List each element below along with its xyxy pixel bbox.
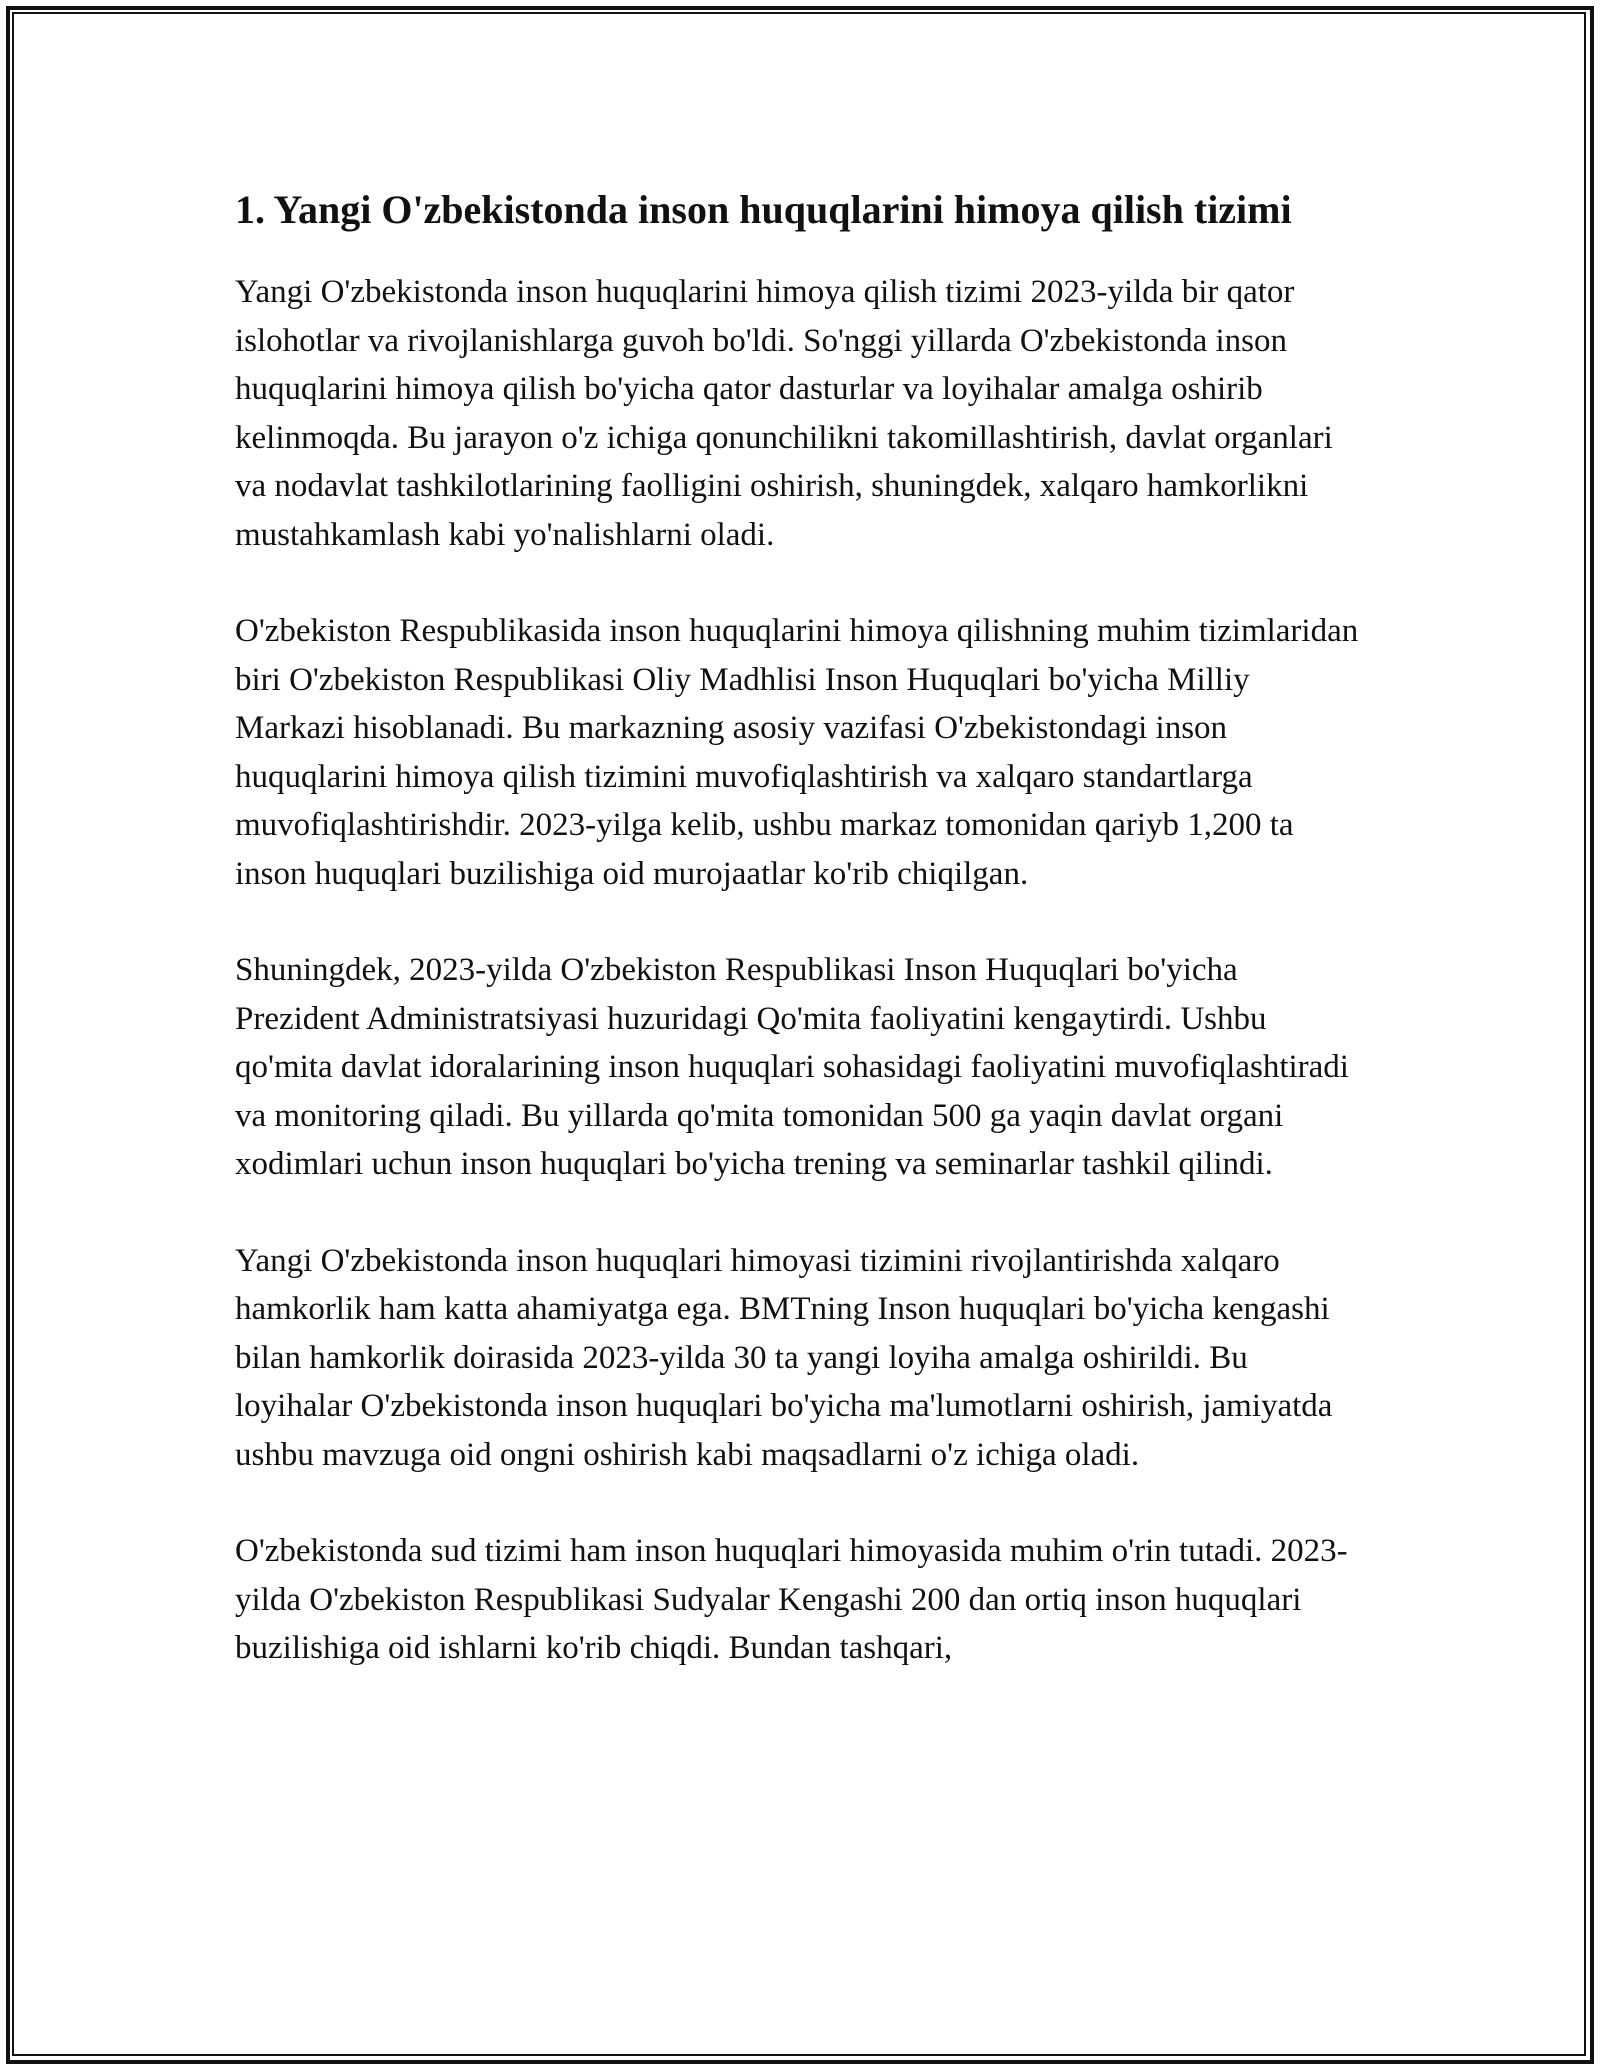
section-heading: 1. Yangi O'zbekistonda inson huquqlarini himoya qilish tizimi [235, 187, 1292, 232]
paragraph-1: Yangi O'zbekistonda inson huquqlarini himoya qilish tizimi 2023-yilda bir qator islohotlar va rivojlanishlarga guvoh bo'ldi. So'nggi yillarda O'zbekistonda inson huquqlarini himoya qilish bo'yicha qator dasturlar va loyihalar amalga oshirib kelinmoqda. Bu jarayon o'z ichiga qonunchilikni takomillashtirish, davlat organlari va nodavlat tashkilotlarining faolligini oshirish, shuningdek, xalqaro hamkorlikni mustahkamlash kabi yo'nalishlarni oladi. [235, 274, 1333, 553]
document-body [235, 180, 1365, 1721]
paragraph-2: O'zbekiston Respublikasida inson huquqlarini himoya qilishning muhim tizimlaridan biri O'zbekiston Respublikasi Oliy Madhlisi Inson Huquqlari bo'yicha Milliy Markazi hisoblanadi. Bu markazning asosiy vazifasi O'zbekistondagi inson huquqlarini himoya qilish tizimini muvofiqlashtirish va xalqaro standartlarga muvofiqlashtirishdir. 2023-yilga kelib, ushbu markaz tomonidan qariyb 1,200 ta inson huquqlari buzilishiga oid murojaatlar ko'rib chiqilgan. [235, 613, 1359, 892]
paragraph-4: Yangi O'zbekistonda inson huquqlari himoyasi tizimini rivojlantirishda xalqaro hamkorlik ham katta ahamiyatga ega. BMTning Inson huquqlari bo'yicha kengashi bilan hamkorlik doirasida 2023-yilda 30 ta yangi loyiha amalga oshirildi. Bu loyihalar O'zbekistonda inson huquqlari bo'yicha ma'lumotlarni oshirish, jamiyatda ushbu mavzuga oid ongni oshirish kabi maqsadlarni o'z ichiga oladi. [235, 1242, 1333, 1473]
paragraph-3: Shuningdek, 2023-yilda O'zbekiston Respublikasi Inson Huquqlari bo'yicha Prezident Administratsiyasi huzuridagi Qo'mita faoliyatini kengaytirdi. Ushbu qo'mita davlat idoralarining inson huquqlari sohasidagi faoliyatini muvofiqlashtiradi va monitoring qiladi. Bu yillarda qo'mita tomonidan 500 ga yaqin davlat organi xodimlari uchun inson huquqlari bo'yicha trening va seminarlar tashkil qilindi. [235, 952, 1349, 1182]
paragraph-5: O'zbekistonda sud tizimi ham inson huquqlari himoyasida muhim o'rin tutadi. 2023-yilda O'zbekiston Respublikasi Sudyalar Kengashi 200 dan ortiq inson huquqlari buzilishiga oid ishlarni ko'rib chiqdi. Bundan tashqari, [235, 1533, 1348, 1666]
